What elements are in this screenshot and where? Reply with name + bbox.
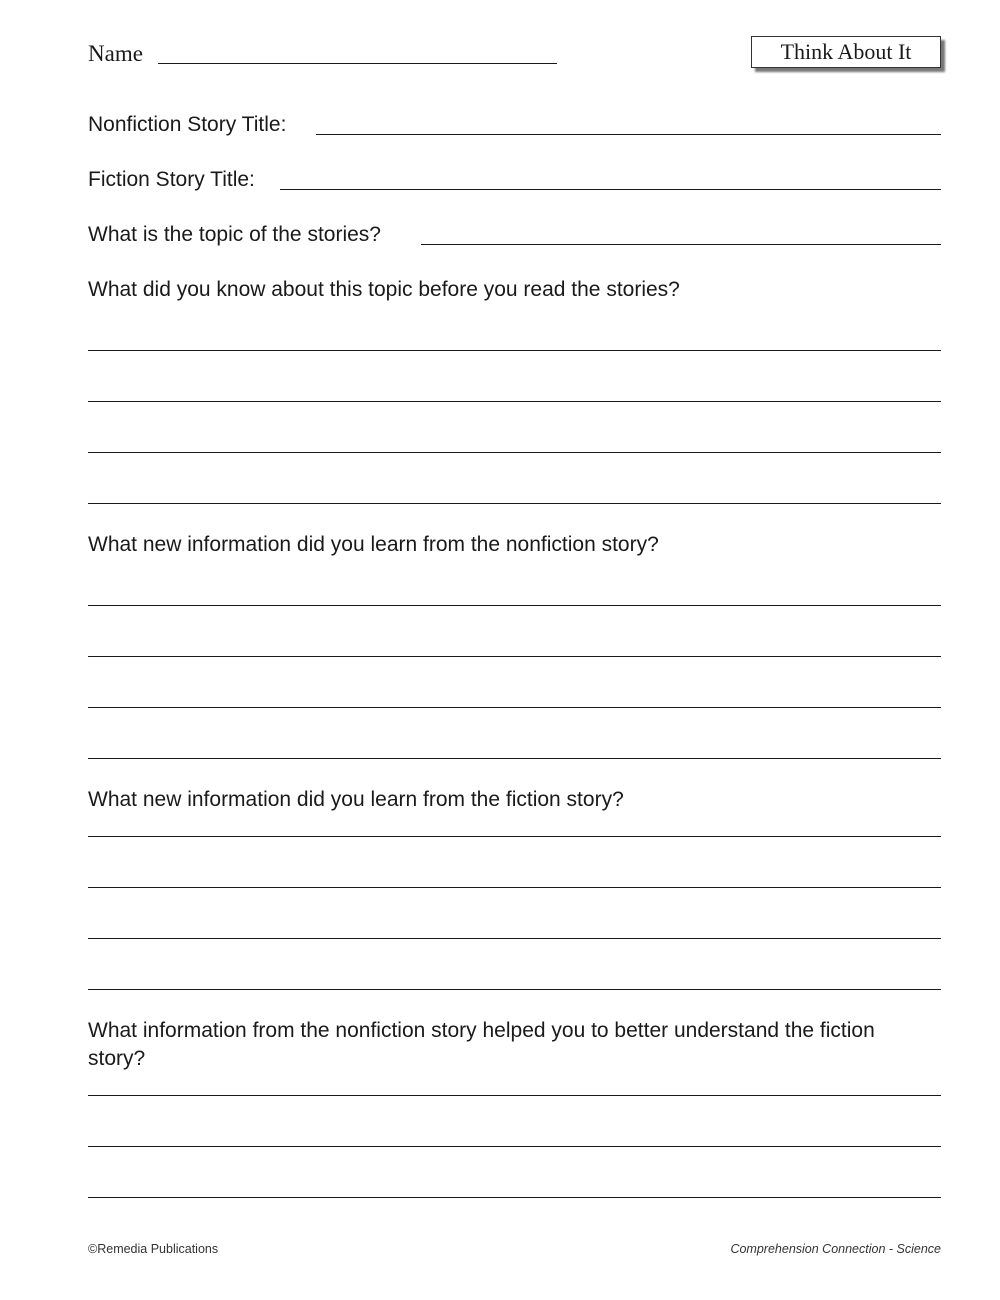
nonfiction-learned-question: What new information did you learn from the nonfiction story?	[88, 533, 659, 556]
answer-line[interactable]	[88, 350, 941, 351]
prior-knowledge-question: What did you know about this topic before you read the stories?	[88, 278, 680, 301]
answer-line[interactable]	[88, 1197, 941, 1198]
fiction-learned-question: What new information did you learn from the fiction story?	[88, 788, 624, 811]
fiction-title-label: Fiction Story Title:	[88, 168, 255, 191]
answer-line[interactable]	[88, 503, 941, 504]
answer-line[interactable]	[88, 989, 941, 990]
publisher-credit: ©Remedia Publications	[88, 1242, 219, 1256]
answer-line[interactable]	[88, 836, 941, 837]
answer-line[interactable]	[88, 758, 941, 759]
answer-line[interactable]	[88, 707, 941, 708]
nonfiction-title-label: Nonfiction Story Title:	[88, 113, 287, 136]
fiction-title-input-line[interactable]	[280, 189, 941, 190]
name-input-line[interactable]	[158, 63, 557, 64]
answer-line[interactable]	[88, 656, 941, 657]
series-credit: Comprehension Connection - Science	[730, 1242, 941, 1256]
answer-line[interactable]	[88, 605, 941, 606]
topic-input-line[interactable]	[421, 244, 941, 245]
helped-understand-question: What information from the nonfiction story helped you to better understand the fiction story?	[88, 1019, 875, 1070]
answer-line[interactable]	[88, 938, 941, 939]
name-label: Name	[88, 41, 143, 66]
think-about-it-badge: Think About It	[751, 36, 941, 68]
topic-label: What is the topic of the stories?	[88, 223, 381, 246]
answer-line[interactable]	[88, 1095, 941, 1096]
answer-line[interactable]	[88, 887, 941, 888]
answer-line[interactable]	[88, 401, 941, 402]
nonfiction-title-input-line[interactable]	[316, 134, 941, 135]
answer-line[interactable]	[88, 452, 941, 453]
answer-line[interactable]	[88, 1146, 941, 1147]
